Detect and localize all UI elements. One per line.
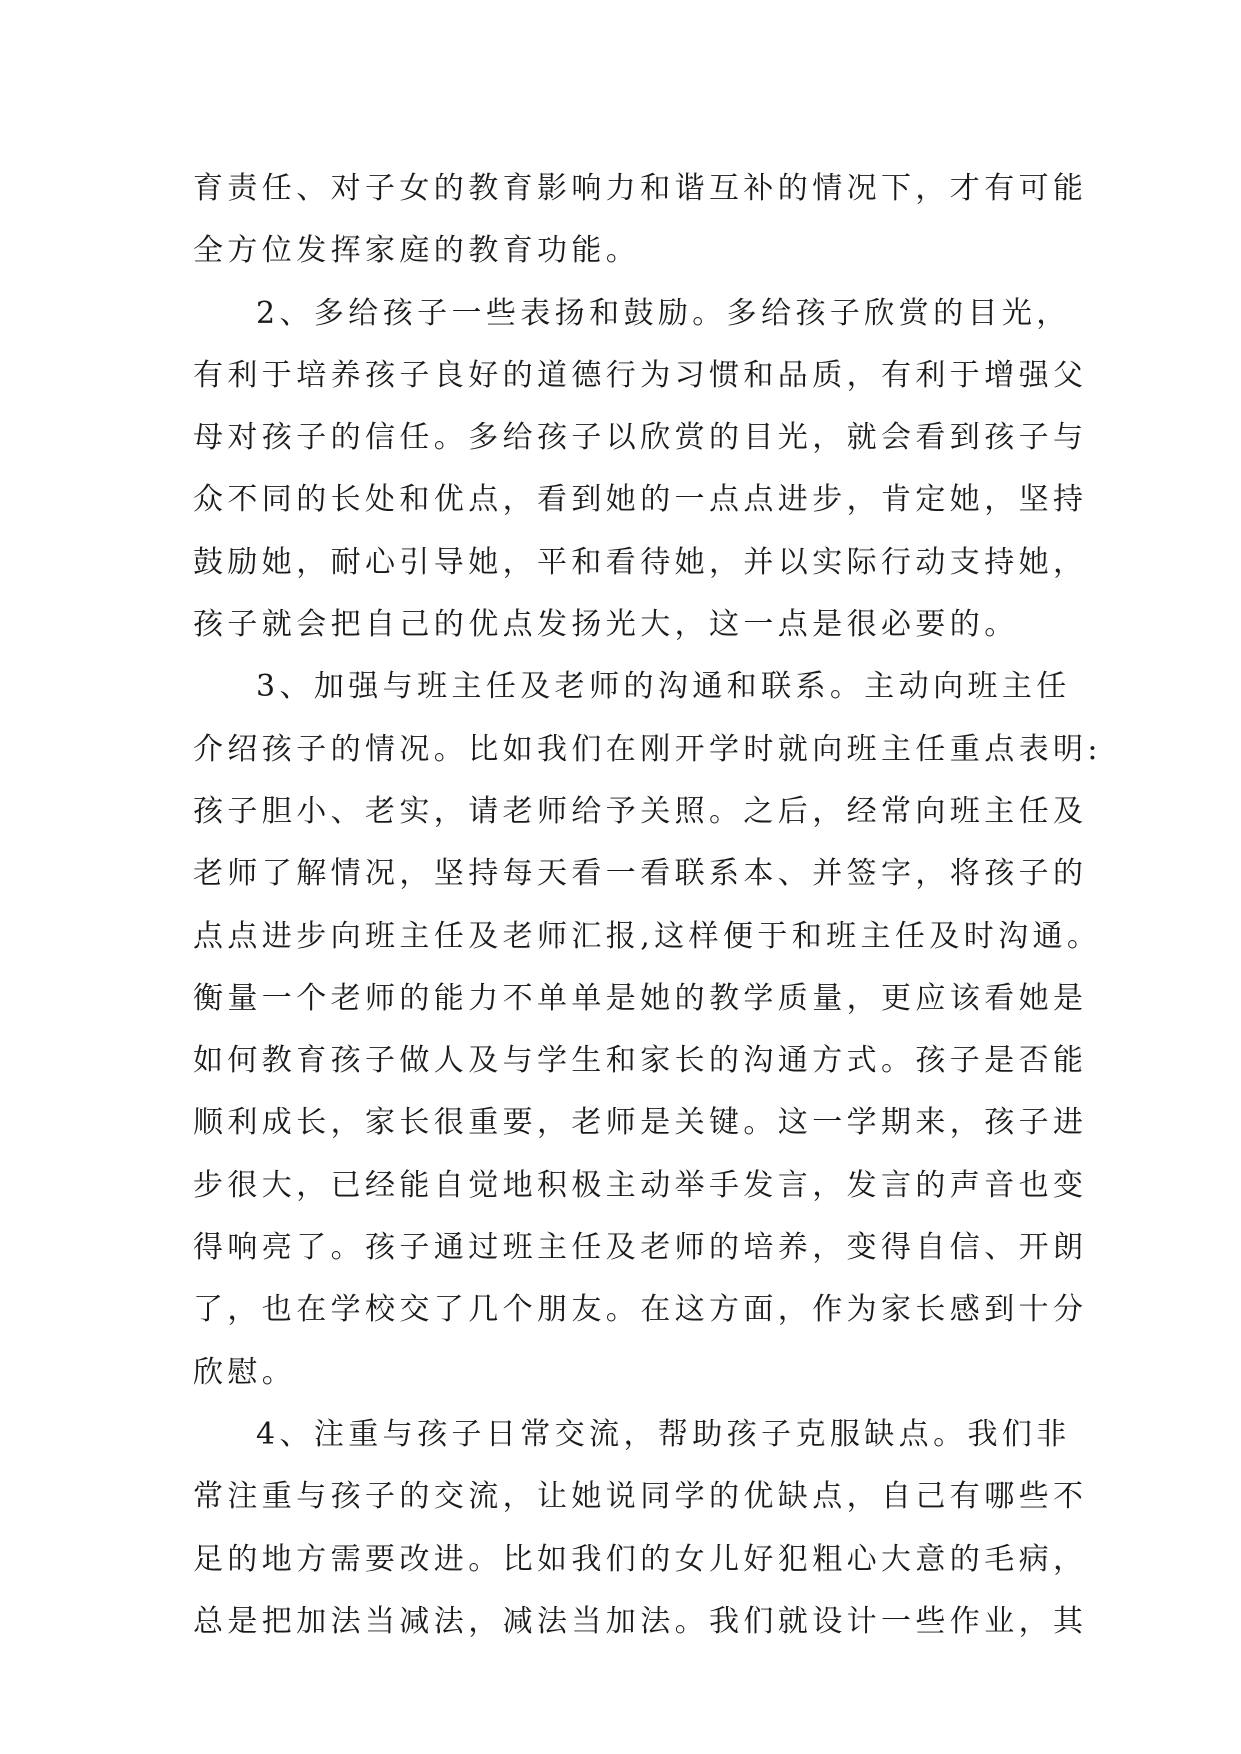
paragraph-first-line: 4、注重与孩子日常交流，帮助孩子克服缺点。我们非 bbox=[256, 1416, 1071, 1452]
text-line: 众不同的长处和优点，看到她的一点点进步，肯定她，坚持 bbox=[193, 482, 1088, 518]
text-line: 育责任、对子女的教育影响力和谐互补的情况下，才有可能 bbox=[193, 171, 1088, 206]
text-line: 欣慰。 bbox=[193, 1354, 297, 1390]
text-line: 介绍孩子的情况。比如我们在刚开学时就向班主任重点表明: bbox=[193, 731, 1102, 767]
text-line: 得响亮了。孩子通过班主任及老师的培养，变得自信、开朗 bbox=[193, 1230, 1088, 1266]
text-line: 步很大，已经能自觉地积极主动举手发言，发言的声音也变 bbox=[193, 1167, 1088, 1203]
text-line: 顺利成长，家长很重要，老师是关键。这一学期来，孩子进 bbox=[193, 1105, 1088, 1141]
text-line: 足的地方需要改进。比如我们的女儿好犯粗心大意的毛病， bbox=[193, 1541, 1088, 1577]
text-line: 孩子就会把自己的优点发扬光大，这一点是很必要的。 bbox=[193, 607, 1019, 643]
text-line: 母对孩子的信任。多给孩子以欣赏的目光，就会看到孩子与 bbox=[193, 420, 1088, 456]
document-body bbox=[193, 158, 1102, 1653]
text-line: 全方位发挥家庭的教育功能。 bbox=[193, 233, 641, 269]
text-line: 老师了解情况，坚持每天看一看联系本、并签字，将孩子的 bbox=[193, 856, 1088, 892]
text-line: 衡量一个老师的能力不单单是她的教学质量，更应该看她是 bbox=[193, 980, 1088, 1016]
text-line: 了，也在学校交了几个朋友。在这方面，作为家长感到十分 bbox=[193, 1292, 1088, 1328]
text-line: 点点进步向班主任及老师汇报,这样便于和班主任及时沟通。 bbox=[193, 918, 1102, 954]
text-line: 常注重与孩子的交流，让她说同学的优缺点，自己有哪些不 bbox=[193, 1479, 1088, 1515]
text-line: 如何教育孩子做人及与学生和家长的沟通方式。孩子是否能 bbox=[193, 1043, 1088, 1079]
text-line: 总是把加法当减法，减法当加法。我们就设计一些作业，其 bbox=[193, 1603, 1088, 1639]
text-line: 有利于培养孩子良好的道德行为习惯和品质，有利于增强父 bbox=[193, 357, 1088, 393]
text-line: 孩子胆小、老实，请老师给予关照。之后，经常向班主任及 bbox=[193, 793, 1088, 829]
text-line: 鼓励她，耐心引导她，平和看待她，并以实际行动支持她， bbox=[193, 544, 1088, 580]
paragraph-first-line: 3、加强与班主任及老师的沟通和联系。主动向班主任 bbox=[256, 669, 1071, 705]
paragraph-first-line: 2、多给孩子一些表扬和鼓励。多给孩子欣赏的目光， bbox=[256, 295, 1071, 331]
